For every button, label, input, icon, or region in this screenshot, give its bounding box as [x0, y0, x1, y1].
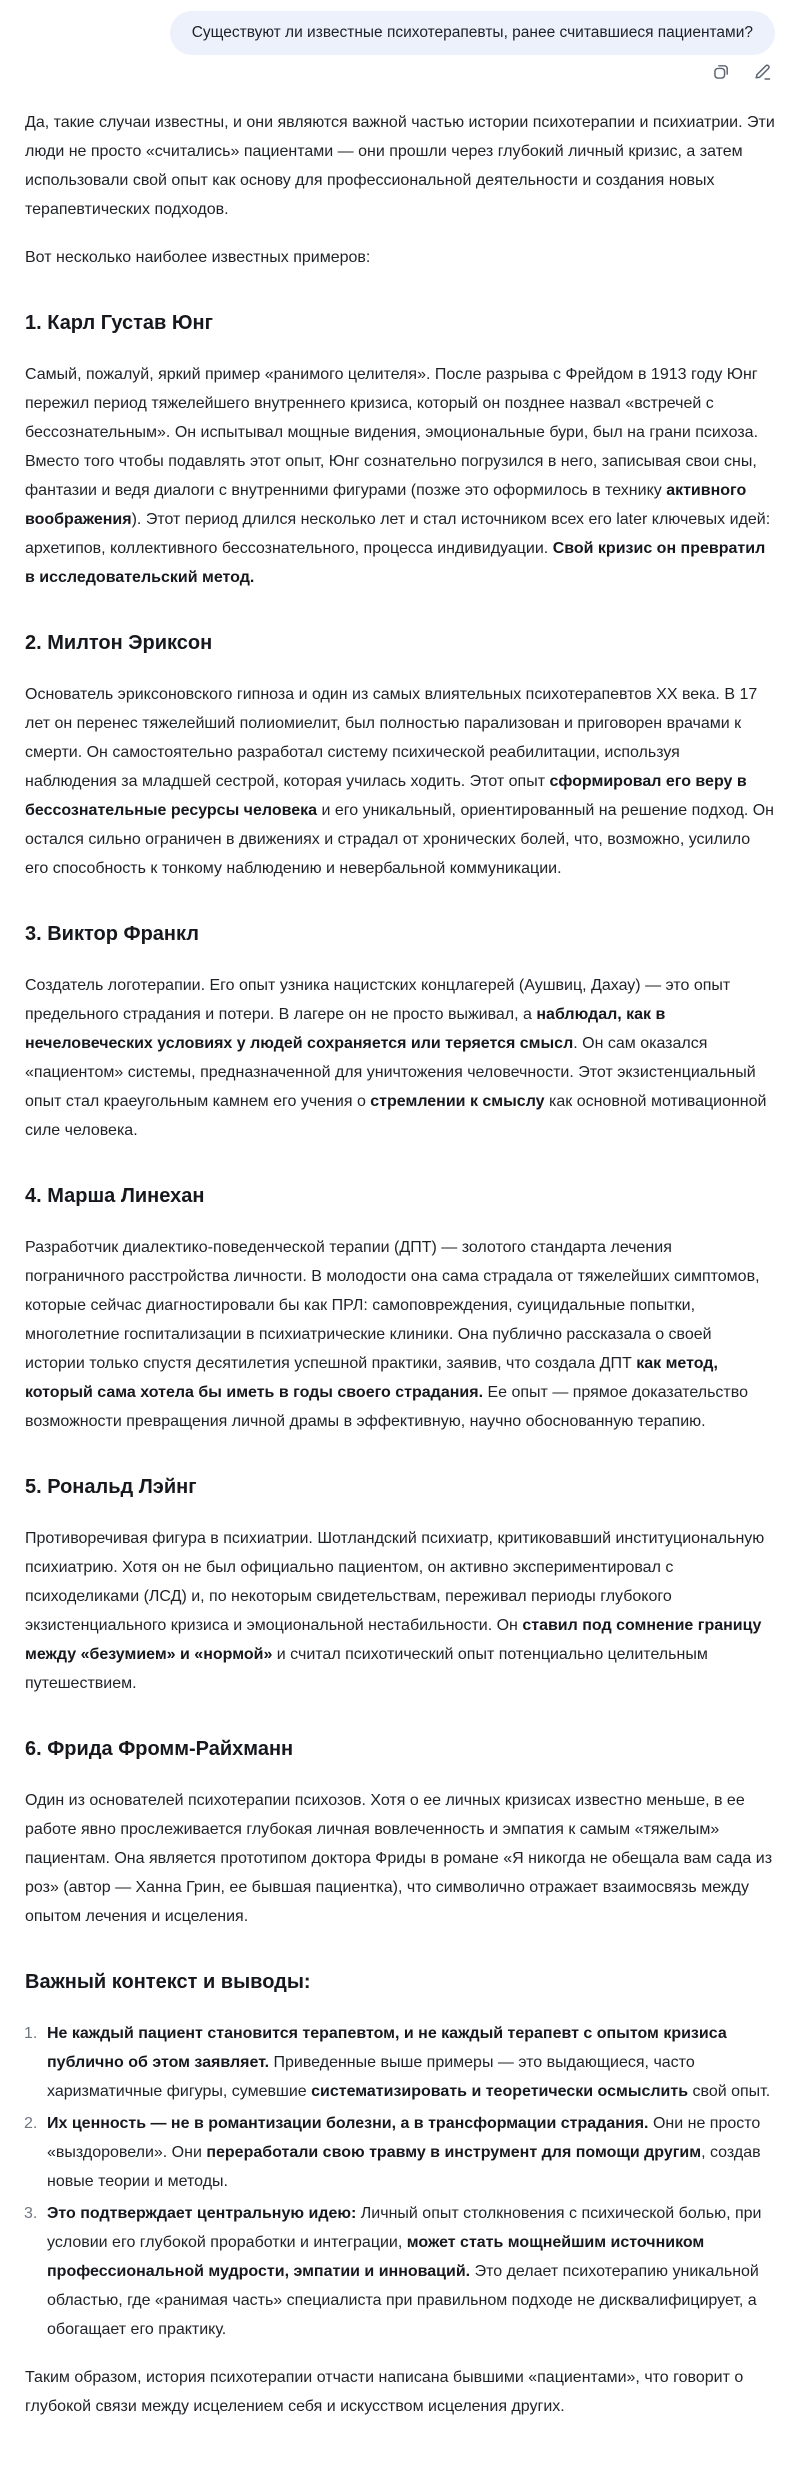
bold-text: сформировал его веру в бессознательные ресурсы человека: [25, 773, 747, 819]
section-heading: 6. Фрида Фромм-Райхманн: [25, 1738, 294, 1760]
text-run: Самый, пожалуй, яркий пример «ранимого целителя». После разрыва с Фрейдом в 1913 году Юнг пережил период тяжелейшего внутреннего кризиса, который он позднее назвал «встречей с бессознательным». Он испытывал мощные видения, эмоциональные бури, был на грани психоза. Вместо того чтобы подавлять этот опыт, Юнг сознательно погрузился в него, записывая свои сны, фантазии и ведя диалоги с внутренними фигурами (позже это оформилось в технику: [25, 366, 759, 499]
conclusions-list: [25, 2019, 775, 2344]
text-run: Один из основателей психотерапии психозов. Хотя о ее личных кризисах известно меньше, в ее работе явно прослеживается глубокая личная вовлеченность и эмпатия к самым «тяжелым» пациентам. Она является прототипом доктора Фриды в романе «Я никогда не обещала вам сада из роз» (автор — Ханна Грин, ее бывшая пациентка), что символично отражает взаимосвязь между опытом лечения и исцеления.: [25, 1792, 773, 1925]
response-paragraph: [25, 2363, 775, 2421]
assistant-response: [25, 108, 775, 2421]
bold-text: ставил под сомнение границу между «безумием» и «нормой»: [25, 1617, 762, 1663]
bold-text: стремлении к смыслу: [370, 1093, 545, 1110]
text-run: Приведенные выше примеры — это выдающиеся, часто харизматичные фигуры, сумевшие: [47, 2054, 695, 2100]
text-run: Таким образом, история психотерапии отчасти написана бывшими «пациентами», что говорит о глубокой связи между исцелением себя и искусством исцеления других.: [25, 2369, 744, 2415]
text-run: и считал психотический опыт потенциально целительным путешествием.: [25, 1646, 708, 1692]
text-run: Личный опыт столкновения с психической болью, при условии его глубокой проработки и интеграции,: [47, 2205, 762, 2251]
section-heading: Важный контекст и выводы:: [25, 1971, 311, 1993]
copy-icon: [711, 61, 732, 82]
bold-text: может стать мощнейшим источником профессиональной мудрости, эмпатии и инноваций.: [47, 2234, 705, 2280]
response-paragraph: [25, 971, 775, 1145]
response-paragraph: [25, 680, 775, 883]
text-run: . Он сам оказался «пациентом» системы, предназначенной для уничтожения человечности. Этот экзистенциальный опыт стал краеугольным камнем его учения о: [25, 1035, 756, 1110]
bold-text: как метод, который сама хотела бы иметь в годы своего страдания.: [25, 1355, 718, 1401]
bold-text: систематизировать и теоретически осмыслить: [311, 2083, 689, 2100]
text-run: Ее опыт — прямое доказательство возможности превращения личной драмы в эффективную, научно обоснованную терапию.: [25, 1384, 748, 1430]
section-heading: 4. Марша Линехан: [25, 1185, 205, 1207]
section-heading: 3. Виктор Франкл: [25, 923, 199, 945]
text-run: Да, такие случаи известны, и они являются важной частью истории психотерапии и психиатрии. Эти люди не просто «считались» пациентами — они прошли через глубокий личный кризис, а затем использовали свой опыт как основу для профессиональной деятельности и создания новых терапевтических подходов.: [25, 114, 775, 218]
response-paragraph: [25, 1233, 775, 1436]
user-message-row: [25, 0, 775, 55]
list-item: [25, 2199, 775, 2344]
text-run: Они не просто «выздоровели». Они: [47, 2115, 761, 2161]
text-run: и его уникальный, ориентированный на решение подход. Он остался сильно ограничен в движениях и страдал от хронических болей, что, возможно, усилило его способность к тонкому наблюдению и невербальной коммуникации.: [25, 802, 774, 877]
section-heading: 2. Милтон Эриксон: [25, 632, 213, 654]
edit-icon: [752, 61, 773, 82]
message-actions: [25, 55, 775, 82]
text-run: ). Этот период длился несколько лет и стал источником всех его later ключевых идей: архетипов, коллективного бессознательного, процесса индивидуации.: [25, 511, 771, 557]
bold-text: переработали свою травму в инструмент для помощи другим: [206, 2144, 702, 2161]
section-heading: 1. Карл Густав Юнг: [25, 312, 213, 334]
response-paragraph: [25, 243, 775, 272]
response-paragraph: [25, 108, 775, 224]
bold-text: Не каждый пациент становится терапевтом, и не каждый терапевт с опытом кризиса публично об этом заявляет.: [47, 2025, 727, 2071]
bold-text: Их ценность — не в романтизации болезни, а в трансформации страдания.: [47, 2115, 649, 2132]
bold-text: Это подтверждает центральную идею:: [47, 2205, 357, 2222]
user-message-bubble: Существуют ли известные психотерапевты, ранее считавшиеся пациентами?: [170, 11, 775, 55]
text-run: Создатель логотерапии. Его опыт узника нацистских концлагерей (Аушвиц, Дахау) — это опыт предельного страдания и потери. В лагере он не просто выживал, а: [25, 977, 731, 1023]
text-run: Основатель эриксоновского гипноза и один из самых влиятельных психотерапевтов XX века. В 17 лет он перенес тяжелейший полиомиелит, был полностью парализован и приговорен врачами к смерти. Он самостоятельно разработал систему психической реабилитации, используя наблюдения за младшей сестрой, которая училась ходить. Этот опыт: [25, 686, 758, 790]
list-item: [25, 2109, 775, 2196]
text-run: свой опыт.: [688, 2083, 771, 2100]
text-run: Противоречивая фигура в психиатрии. Шотландский психиатр, критиковавший институциональную психиатрию. Хотя он не был официально пациентом, он активно экспериментировал с психоделиками (ЛСД) и, по некоторым свидетельствам, переживал периоды глубокого экзистенциального кризиса и эмоциональной нестабильности. Он: [25, 1530, 765, 1634]
text-run: Вот несколько наиболее известных примеров:: [25, 249, 371, 266]
edit-button[interactable]: [752, 61, 773, 82]
text-run: как основной мотивационной силе человека.: [25, 1093, 767, 1139]
text-run: Это делает психотерапию уникальной областью, где «ранимая часть» специалиста при правильном подходе не дисквалифицирует, а обогащает его практику.: [47, 2263, 759, 2338]
list-item: [25, 2019, 775, 2106]
text-run: Разработчик диалектико-поведенческой терапии (ДПТ) — золотого стандарта лечения пограничного расстройства личности. В молодости она сама страдала от тяжелейших симптомов, которые сейчас диагностировали бы как ПРЛ: самоповреждения, суицидальные попытки, многолетние госпитализации в психиатрические клиники. Она публично рассказала о своей истории только спустя десятилетия успешной практики, заявив, что создала ДПТ: [25, 1239, 760, 1372]
section-heading: 5. Рональд Лэйнг: [25, 1476, 197, 1498]
response-paragraph: [25, 360, 775, 592]
copy-button[interactable]: [711, 61, 732, 82]
bold-text: активного воображения: [25, 482, 747, 528]
response-paragraph: [25, 1524, 775, 1698]
bold-text: наблюдал, как в нечеловеческих условиях у людей сохраняется или теряется смысл: [25, 1006, 666, 1052]
text-run: , создав новые теории и методы.: [47, 2144, 761, 2190]
bold-text: Свой кризис он превратил в исследовательский метод.: [25, 540, 766, 586]
response-paragraph: [25, 1786, 775, 1931]
